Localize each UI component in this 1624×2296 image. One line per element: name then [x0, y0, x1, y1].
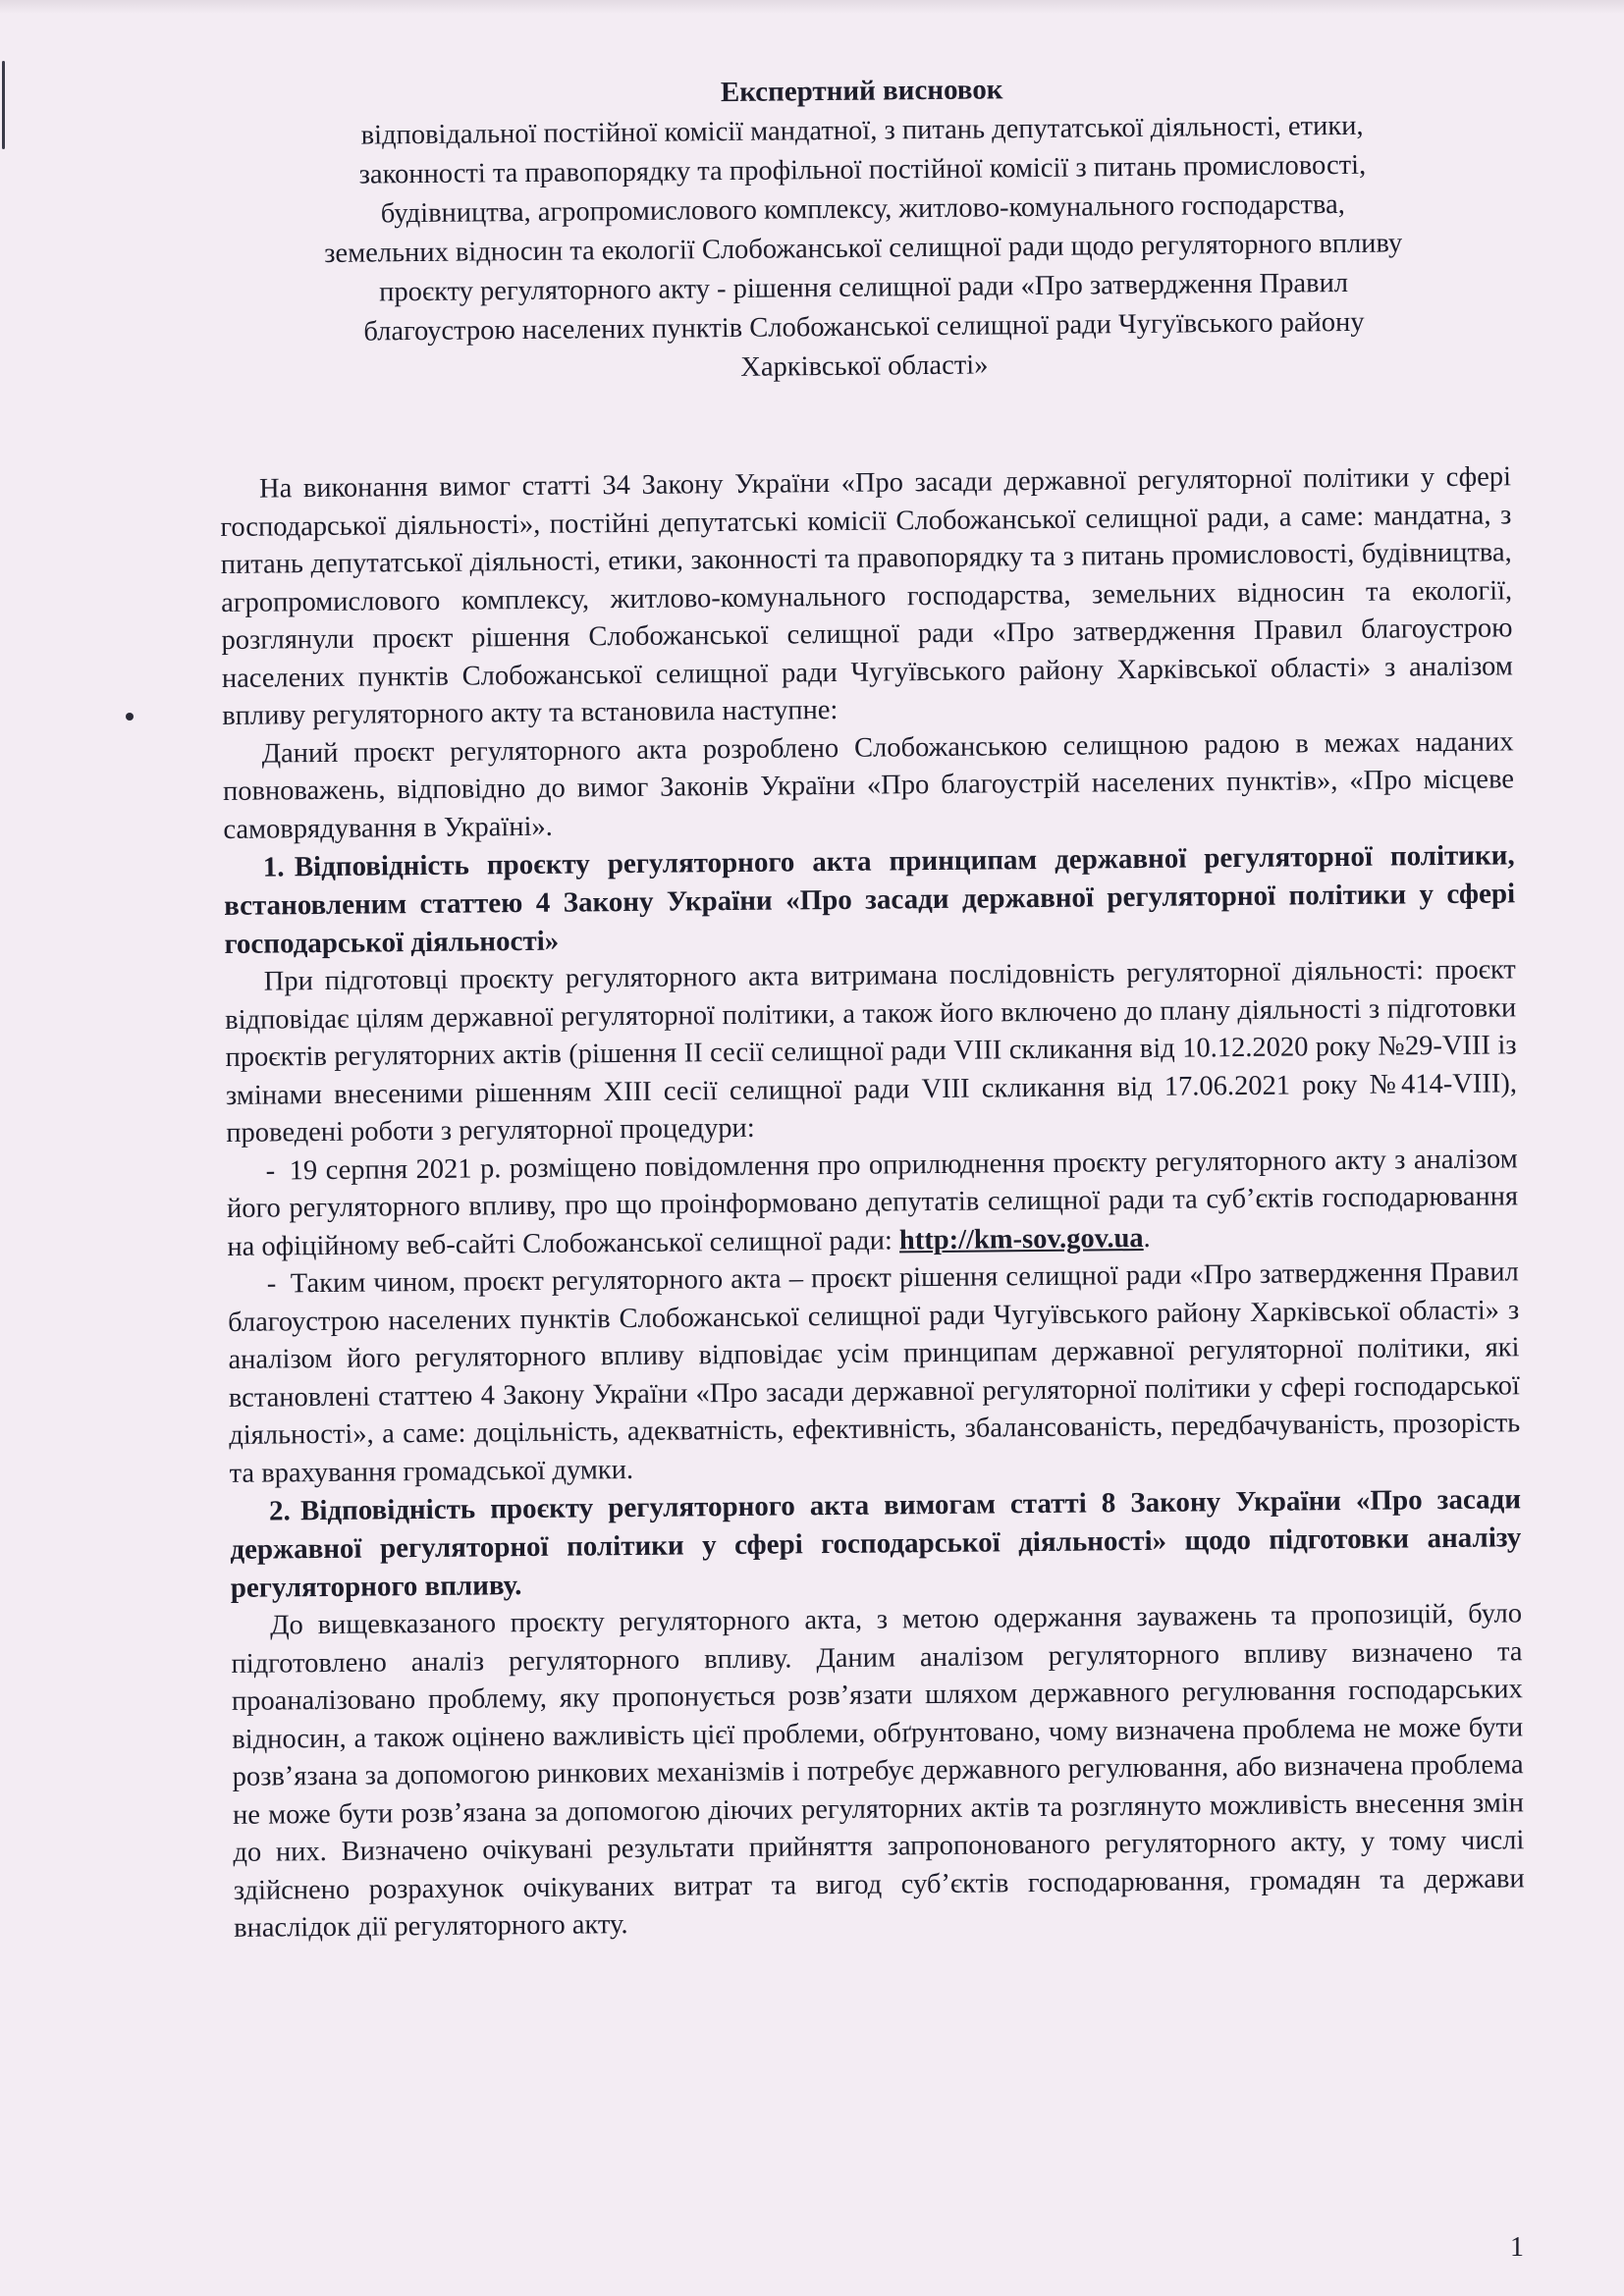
section-1-heading	[224, 836, 1516, 964]
section-1-paragraph: При підготовці проєкту регуляторного акта витримана послідовність регуляторної діяльності: проєкт відповідає цілям державної регуляторної політики, а також його включено до плану діяльності з підготовки проєктів регуляторних актів (рішення ІІ сесії селищної ради VIII скликання від 10.12.2020 року №29-VIII із змінами внесеними рішенням ХІІІ сесії селищної ради VIII скликання від 17.06.2021 року №414-VIII), проведені роботи з регуляторної процедури:	[225, 954, 1518, 1148]
scan-margin-mark	[2, 61, 5, 149]
section-2-paragraph: До вищевказаного проєкту регуляторного акта, з метою одержання зауважень та пропозицій, було підготовлено аналіз регуляторного впливу. Даним аналізом регуляторного впливу визначено та проаналізовано проблему, яку пропонується розв’язати шляхом державного регулювання господарських відносин, а також оцінено важливість цієї проблеми, обґрунтовано, чому визначена проблема не може бути розв’язана за допомогою ринкових механізмів і потребує державного регулювання, або визначена проблема не може бути розв’язана за допомогою діючих регуляторних актів та розглянуто можливість внесення змін до них. Визначено очікувані результати прийняття запропонованого регуляторного акту, у тому числі здійснено розрахунок очікуваних витрат та вигод суб’єктів господарювання, громадян та держави внаслідок дії регуляторного акту.	[231, 1598, 1525, 1944]
subtitle-line: законності та правопорядку та профільної постійної комісії з питань промисловості,	[358, 149, 1367, 190]
section-number: 1.	[262, 851, 285, 883]
punch-hole-mark	[126, 713, 134, 721]
document-page	[216, 64, 1525, 1948]
page-number: 1	[1510, 2232, 1524, 2263]
legal-basis-paragraph: Даний проєкт регуляторного акта розроблено Слобожанською селищною радою в межах наданих повноважень, відповідно до вимог Законів України «Про благоустрій населених пунктів», «Про місцеве самоврядування в Україні».	[222, 725, 1515, 845]
list-item	[227, 1141, 1519, 1266]
dash-marker: -	[266, 1268, 277, 1300]
subtitle-line: земельних відносин та екології Слобожанської селищної ради щодо регуляторного впливу	[324, 228, 1403, 269]
website-link[interactable]: http://km-sov.gov.ua	[898, 1222, 1144, 1255]
scan-edge	[0, 0, 1624, 14]
list-item	[228, 1254, 1521, 1493]
document-subtitle	[216, 105, 1510, 393]
subtitle-line: проєкту регуляторного акту - рішення селищної ради «Про затвердження Правил	[379, 267, 1349, 308]
section-heading-text: Відповідність проєкту регуляторного акта вимогам статті 8 Закону України «Про засади державної регуляторної політики у сфері господарської діяльності» щодо підготовки аналізу регуляторного впливу.	[230, 1483, 1522, 1604]
list-item-text: 19 серпня 2021 р. розміщено повідомлення про оприлюднення проєкту регуляторного акту з аналізом його регуляторного впливу, про що проінформовано депутатів селищної ради та суб’єктів господарювання на офіційному веб-сайті Слобожанської селищної ради:	[226, 1143, 1519, 1262]
punctuation: .	[1143, 1222, 1151, 1254]
document-title: Експертний висновок	[720, 74, 1003, 109]
intro-paragraph: На виконання вимог статті 34 Закону України «Про засади державної регуляторної політики у сфері господарської діяльності», постійні депутатські комісії Слобожанської селищної ради, а саме: мандатна, з питань депутатської діяльності, етики, законності та правопорядку та з питань промисловості, будівництва, агропромислового комплексу, житлово-комунального господарства, земельних відносин та екології, розглянули проєкт рішення Слобожанської селищної ради «Про затвердження Правил благоустрою населених пунктів Слобожанської селищної ради Чугуївського району Харківської області» з аналізом впливу регуляторного акту та встановила наступне:	[220, 461, 1513, 731]
subtitle-line: благоустрою населених пунктів Слобожанської селищної ради Чугуївського району	[363, 306, 1365, 347]
subtitle-line: будівництва, агропромислового комплексу, житлово-комунального господарства,	[380, 188, 1345, 230]
subtitle-line: Харківської області»	[740, 349, 989, 383]
dash-marker: -	[265, 1154, 276, 1187]
section-number: 2.	[268, 1495, 291, 1527]
section-heading-text: Відповідність проєкту регуляторного акта принципам державної регуляторної політики, встановленим статтею 4 Закону України «Про засади державної регуляторної політики у сфері господарської діяльності»	[223, 839, 1516, 960]
section-2-heading	[230, 1480, 1522, 1608]
list-item-text: Таким чином, проєкт регуляторного акта – проєкт рішення селищної ради «Про затвердження Правил благоустрою населених пунктів Слобожанської селищної ради Чугуївського району Харківської області» з аналізом його регуляторного впливу відповідає усім принципам державної регуляторної політики, які встановлені статтею 4 Закону України «Про засади державної регуляторної політики у сфері господарської діяльності», а саме: доцільність, адекватність, ефективність, збалансованість, передбачуваність, прозорість та врахування громадської думки.	[228, 1256, 1521, 1489]
subtitle-line: відповідальної постійної комісії мандатної, з питань депутатської діяльності, етики,	[360, 110, 1364, 151]
